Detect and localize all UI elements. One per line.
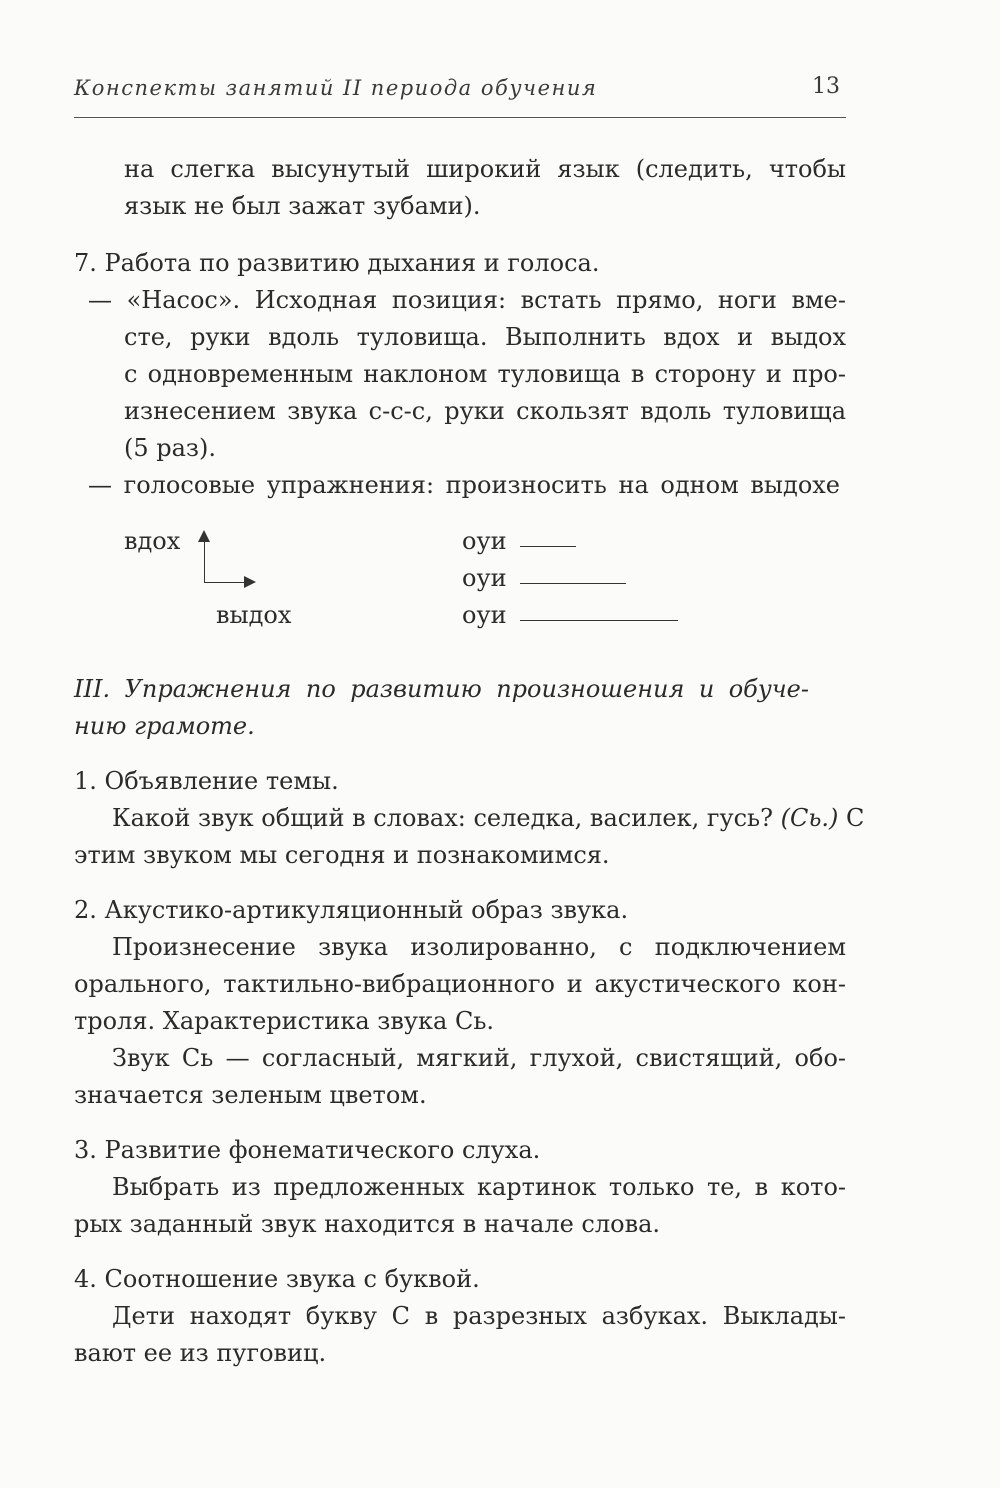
duration-line-short — [520, 546, 576, 547]
item-3-line: Выбрать из предложенных картинок только те, в кото- — [112, 1173, 846, 1201]
running-header — [74, 74, 846, 106]
item-2-line: орального, тактильно-вибрационного и акустического кон- — [74, 970, 846, 998]
breathing-diagram — [120, 520, 700, 640]
item-2-line: значается зеленым цветом. — [74, 1081, 427, 1109]
item-7-bullet-2: — голосовые упражнения: произносить на одном выдохе — [88, 471, 840, 499]
item-2-line: Звук Сь — согласный, мягкий, глухой, свистящий, обо- — [112, 1044, 846, 1072]
item-1-question-end: С — [838, 804, 865, 832]
item-4-line: Дети находят букву С в разрезных азбуках. Выклады- — [112, 1302, 846, 1330]
up-arrow-icon — [198, 530, 210, 542]
item-1-line: этим звуком мы сегодня и познакомимся. — [74, 841, 610, 869]
duration-line-long — [520, 620, 678, 621]
header-divider — [74, 117, 846, 118]
item-3-line: рых заданный звук находится в начале слова. — [74, 1210, 661, 1238]
duration-line-medium — [520, 583, 626, 584]
item-4-heading: 4. Соотношение звука с буквой. — [74, 1265, 480, 1293]
item-2-line: Произнесение звука изолированно, с подключением — [112, 933, 846, 961]
exhale-axis — [204, 582, 246, 583]
item-1-heading: 1. Объявление темы. — [74, 767, 339, 795]
item-7-bullet-line: с одновременным наклоном туловища в сторону и про- — [124, 360, 846, 388]
vowel-sequence: оуи — [462, 564, 507, 592]
item-3-heading: 3. Развитие фонематического слуха. — [74, 1136, 541, 1164]
item-1-question-text: Какой звук общий в словах: селедка, василек, гусь? — [112, 804, 781, 832]
running-header-title: Конспекты занятий II периода обучения — [74, 76, 598, 100]
item-2-line: троля. Характеристика звука Сь. — [74, 1007, 495, 1035]
intro-line: язык не был зажат зубами). — [124, 192, 481, 220]
intro-line: на слегка высунутый широкий язык (следить, чтобы — [124, 155, 846, 183]
item-7-heading: 7. Работа по развитию дыхания и голоса. — [74, 249, 600, 277]
vowel-sequence: оуи — [462, 527, 507, 555]
item-7-bullet-line: сте, руки вдоль туловища. Выполнить вдох и выдох — [124, 323, 846, 351]
inhale-axis — [204, 538, 205, 582]
item-2-heading: 2. Акустико-артикуляционный образ звука. — [74, 896, 629, 924]
section-heading-line: III. Упражнения по развитию произношения и обуче- — [74, 675, 809, 703]
section-heading-line: нию грамоте. — [74, 712, 255, 740]
item-4-line: вают ее из пуговиц. — [74, 1339, 327, 1367]
page-number: 13 — [812, 74, 840, 99]
right-arrow-icon — [244, 576, 256, 588]
item-7-bullet-line: — «Насос». Исходная позиция: встать прямо, ноги вме- — [88, 286, 846, 314]
vowel-sequence: оуи — [462, 601, 507, 629]
item-7-bullet-line: (5 раз). — [124, 434, 217, 462]
inhale-label: вдох — [124, 527, 181, 555]
item-1-answer: (Сь.) — [780, 804, 839, 832]
item-7-bullet-line: изнесением звука с-с-с, руки скользят вдоль туловища — [124, 397, 846, 425]
exhale-label: выдох — [216, 601, 292, 629]
item-1-question — [112, 803, 865, 833]
